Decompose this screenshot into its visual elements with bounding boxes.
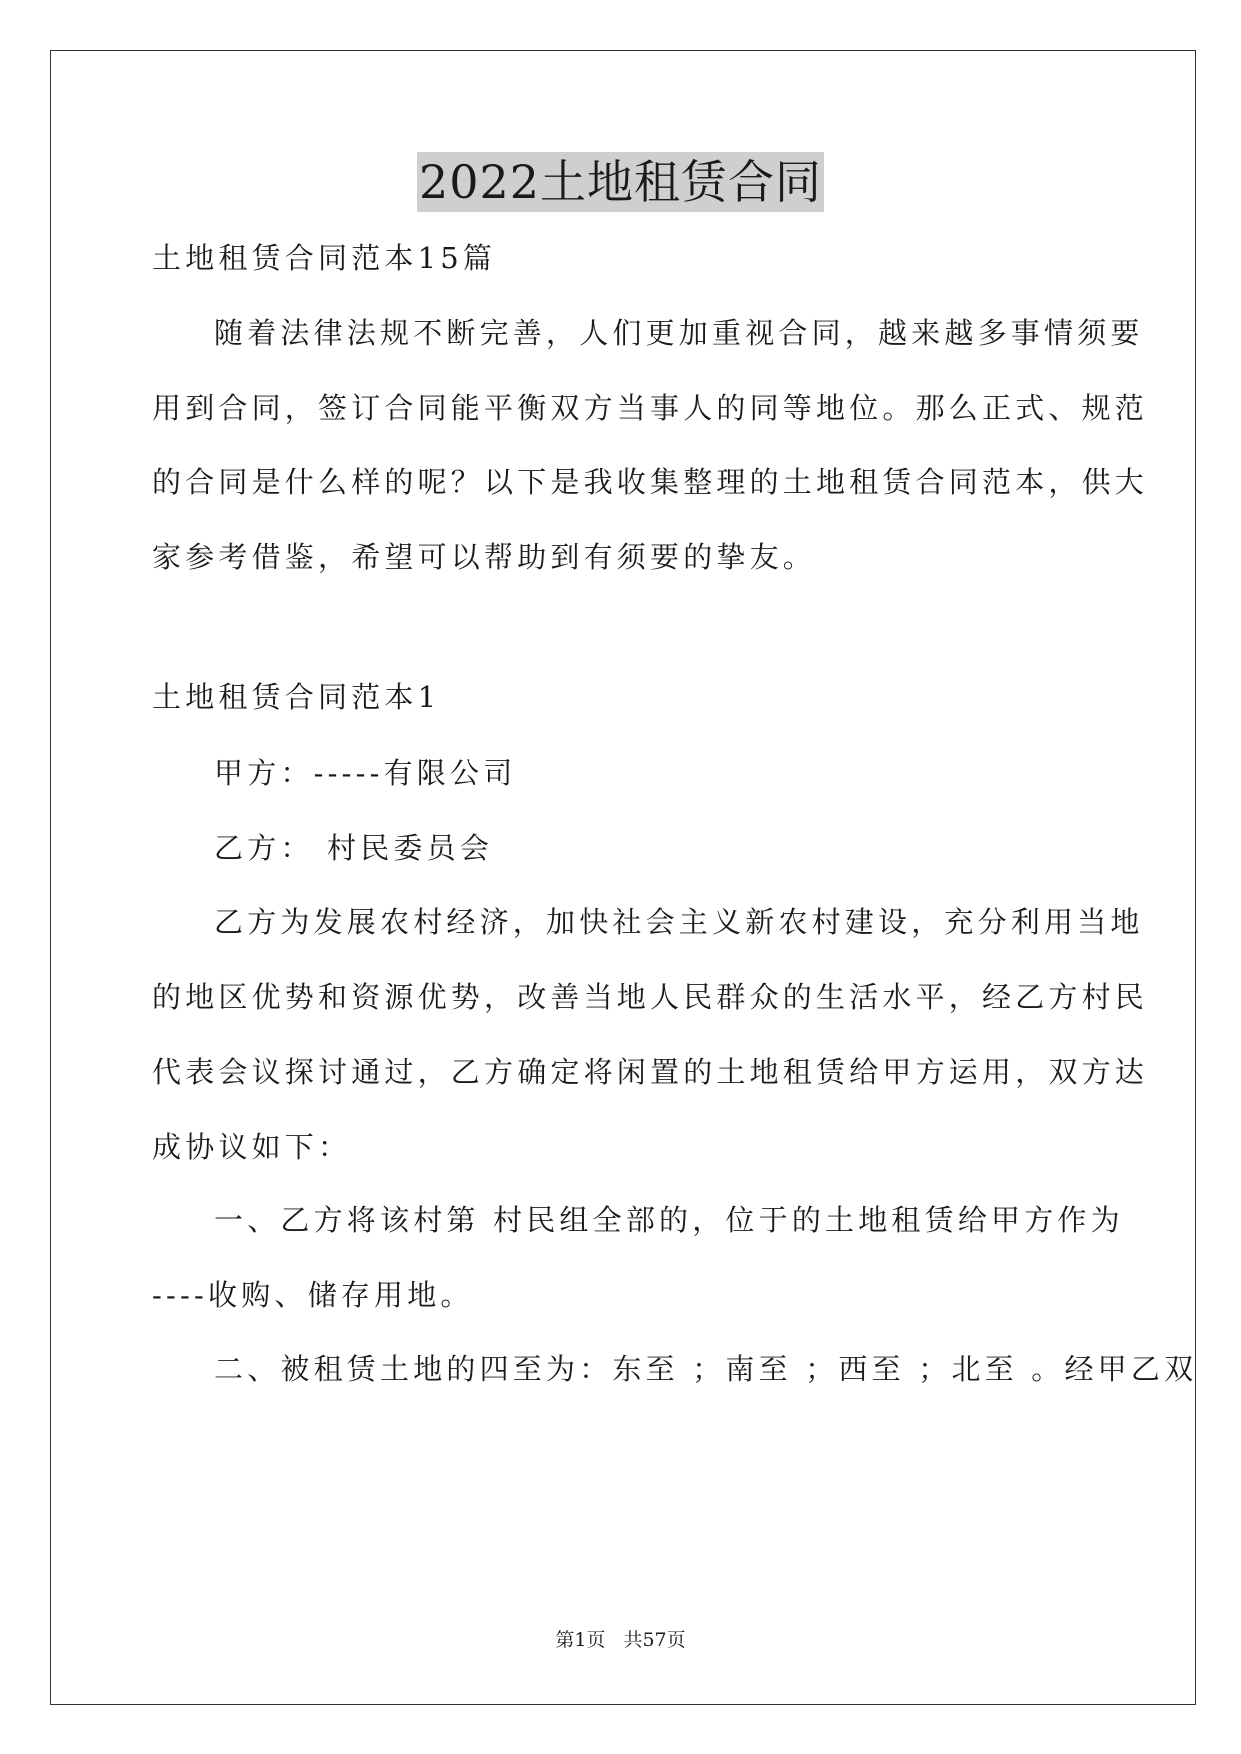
paragraph-line: 乙方为发展农村经济，加快社会主义新农村建设，充分利用当地 bbox=[214, 905, 1144, 939]
title-wrap bbox=[0, 152, 1241, 212]
paragraph-line: 随着法律法规不断完善，人们更加重视合同，越来越多事情须要 bbox=[214, 316, 1144, 350]
clause-line: 二、被租赁土地的四至为：东至 ；南至 ；西至 ；北至 。经甲乙双 bbox=[214, 1352, 1198, 1386]
section-heading: 土地租赁合同范本1 bbox=[152, 680, 441, 714]
subtitle-line: 土地租赁合同范本15篇 bbox=[152, 241, 497, 275]
clause-line: ----收购、储存用地。 bbox=[152, 1278, 474, 1312]
page-footer bbox=[0, 1628, 1241, 1652]
paragraph-line: 成协议如下： bbox=[152, 1130, 352, 1164]
paragraph-line: 的合同是什么样的呢？以下是我收集整理的土地租赁合同范本，供大 bbox=[152, 465, 1149, 499]
party-b-line: 乙方： 村民委员会 bbox=[214, 831, 494, 865]
paragraph-line: 家参考借鉴，希望可以帮助到有须要的挚友。 bbox=[152, 540, 817, 574]
paragraph-line: 用到合同，签订合同能平衡双方当事人的同等地位。那么正式、规范 bbox=[152, 391, 1149, 425]
paragraph-line: 代表会议探讨通过，乙方确定将闲置的土地租赁给甲方运用，双方达 bbox=[152, 1055, 1149, 1089]
document-title: 2022土地租赁合同 bbox=[417, 152, 824, 212]
page-number: 第1页 bbox=[555, 1629, 606, 1651]
paragraph-line: 的地区优势和资源优势，改善当地人民群众的生活水平，经乙方村民 bbox=[152, 980, 1149, 1014]
party-a-line: 甲方：-----有限公司 bbox=[214, 756, 517, 790]
clause-line: 一、乙方将该村第 村民组全部的，位于的土地租赁给甲方作为 bbox=[214, 1203, 1124, 1237]
page-total: 共57页 bbox=[623, 1629, 686, 1651]
page-border bbox=[50, 50, 1196, 1705]
